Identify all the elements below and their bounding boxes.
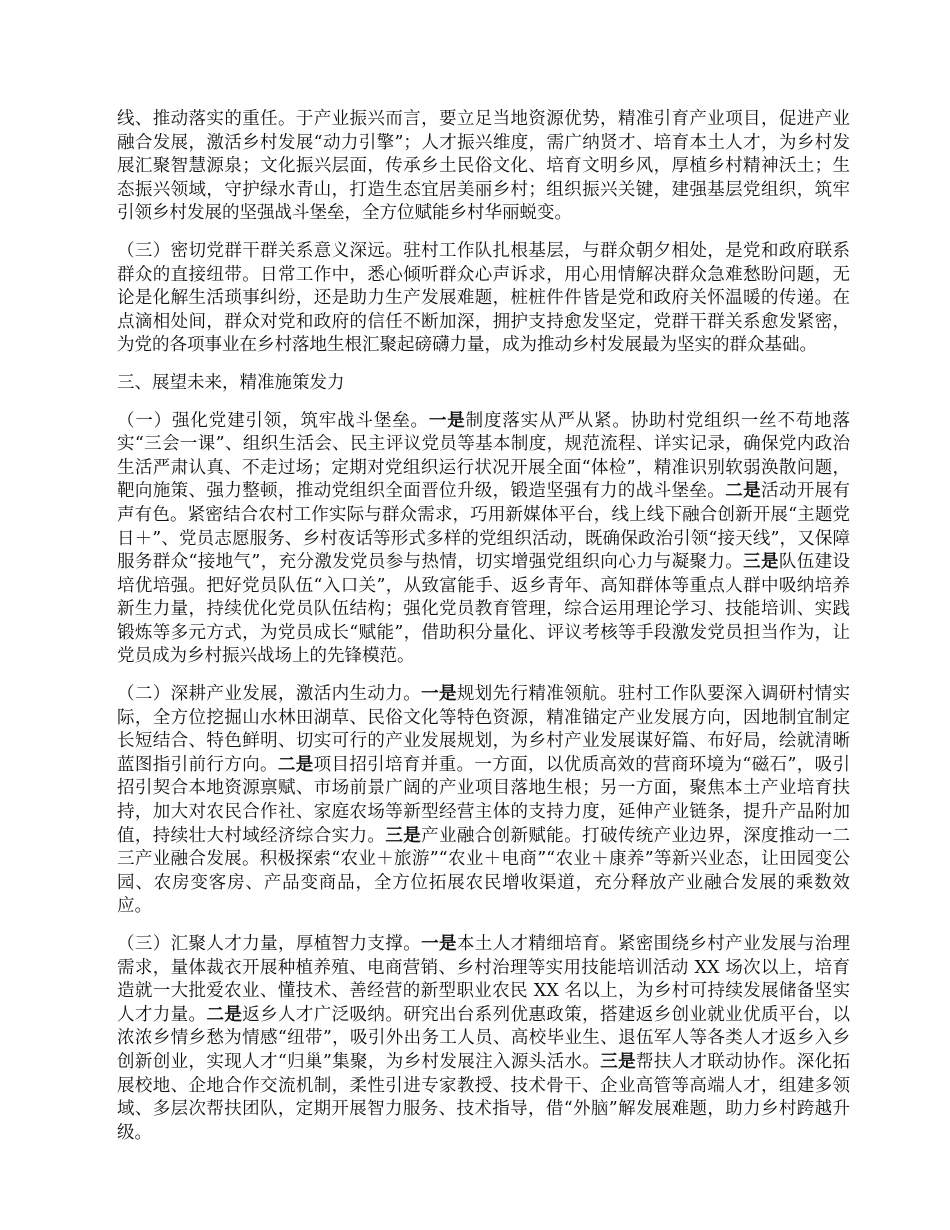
bold-lead-phrase: 一是	[421, 684, 457, 705]
text-run: 本土人才精细培育。紧密围绕乡村产业发展与治理需求，量体裁衣开展种植养殖、电商营销、乡村治理等实用技能培训活动 XX 场次以上，培育造就一大批爱农业、懂技术、善经营的新型职业农民 XX 名以上，为乡村可持续发展储备坚实人才力量。	[117, 934, 851, 1025]
bold-lead-phrase: 三是	[600, 1051, 636, 1072]
bold-lead-phrase: 二是	[277, 754, 314, 775]
text-run: 帮扶人才联动协作。深化拓展校地、企地合作交流机制，柔性引进专家教授、技术骨干、企业高管等高端人才，组建多领域、多层次帮扶团队，定期开展智力服务、技术指导，借“外脑”解发展难题，助力乡村跨越升级。	[117, 1051, 851, 1143]
bold-lead-phrase: 二是	[725, 481, 761, 502]
paragraph-rural-revitalization	[117, 108, 850, 226]
text-run: （三）密切党群干群关系意义深远。驻村工作队扎根基层，与群众朝夕相处，是党和政府联系群众的直接纽带。日常工作中，悉心倾听群众心声诉求，用心用情解决群众急难愁盼问题，无论是化解生活琐事纠纷，还是助力生产发展难题，桩桩件件皆是党和政府关怀温暖的传递。在点滴相处间，群众对党和政府的信任不断加深，拥护支持愈发坚定，党群干群关系愈发紧密，为党的各项事业在乡村落地生根汇聚起磅礴力量，成为推动乡村发展最为坚实的群众基础。	[117, 240, 850, 356]
bold-lead-phrase: 三是	[743, 552, 779, 573]
text-run: 队伍建设培优培强。把好党员队伍“入口关”，从致富能手、返乡青年、高知群体等重点人群中吸纳培养新生力量，持续优化党员队伍结构；强化党员教育管理，综合运用理论学习、技能培训、实践锻炼等多元方式，为党员成长“赋能”，借助积分量化、评议考核等手段激发党员担当作为，让党员成为乡村振兴战场上的先锋模范。	[117, 552, 851, 667]
document-page	[117, 108, 850, 1159]
section-heading-outlook	[117, 372, 850, 396]
text-run: 制度落实从严从紧。协助村党组织一丝不苟地落实“三会一课”、组织生活会、民主评议党员等基本制度，规范流程、详实记录，确保党内政治生活严肃认真、不走过场；定期对党组织运行状况开展全面“体检”，精准识别软弱涣散问题，靶向施策、强力整顿，推动党组织全面晋位升级，锻造坚强有力的战斗堡垒。	[117, 410, 851, 502]
text-run: 返乡人才广泛吸纳。研究出台系列优惠政策，搭建返乡创业就业优质平台，以浓浓乡情乡愁为情感“纽带”，吸引外出务工人员、高校毕业生、退伍军人等各类人才返乡入乡创新创业，实现人才“归巢”集聚，为乡村发展注入源头活水。	[117, 1004, 851, 1072]
text-run: 活动开展有声有色。紧密结合农村工作实际与群众需求，巧用新媒体平台，线上线下融合创新开展“主题党日＋”、党员志愿服务、乡村夜话等形式多样的党组织活动，既确保政治引领“接天线”，又保障服务群众“接地气”，充分激发党员参与热情，切实增强党组织向心力与凝聚力。	[117, 481, 851, 573]
text-run: 三、展望未来，精准施策发力	[117, 372, 345, 393]
paragraph-industry-development	[117, 683, 850, 919]
bold-lead-phrase: 一是	[428, 410, 466, 431]
bold-lead-phrase: 二是	[206, 1004, 243, 1025]
text-run: （三）汇聚人才力量，厚植智力支撑。	[117, 934, 422, 954]
bold-lead-phrase: 三是	[385, 825, 422, 846]
text-run: 规划先行精准领航。驻村工作队要深入调研村情实际，全方位挖掘山水林田湖草、民俗文化等特色资源，精准锚定产业发展方向，因地制宜制定长短结合、特色鲜明、切实可行的产业发展规划，为乡村产业发展谋好篇、布好局，绘就清晰蓝图指引前行方向。	[117, 684, 851, 775]
bold-lead-phrase: 一是	[421, 934, 457, 954]
paragraph-party-mass-relations	[117, 240, 850, 358]
text-run: 线、推动落实的重任。于产业振兴而言，要立足当地资源优势，精准引育产业项目，促进产业融合发展，激活乡村发展“动力引擎”；人才振兴维度，需广纳贤才、培育本土人才，为乡村发展汇聚智慧源泉；文化振兴层面，传承乡土民俗文化、培育文明乡风，厚植乡村精神沃土；生态振兴领域，守护绿水青山，打造生态宜居美丽乡村；组织振兴关键，建强基层党组织，筑牢引领乡村发展的坚强战斗堡垒，全方位赋能乡村华丽蜕变。	[117, 109, 850, 224]
paragraph-party-building	[117, 410, 850, 670]
text-run: （一）强化党建引领，筑牢战斗堡垒。	[117, 410, 429, 431]
paragraph-talent-support	[117, 933, 850, 1145]
text-run: 项目招引培育并重。一方面，以优质高效的营商环境为“磁石”，吸引招引契合本地资源禀赋、市场前景广阔的产业项目落地生根；另一方面，聚焦本土产业培育扶持，加大对农民合作社、家庭农场等新型经营主体的支持力度，延伸产业链条，提升产品附加值，持续壮大村域经济综合实力。	[117, 754, 851, 846]
text-run: （二）深耕产业发展，激活内生动力。	[117, 684, 422, 705]
text-run: 产业融合创新赋能。打破传统产业边界，深度推动一二三产业融合发展。积极探索“农业＋旅游”“农业＋电商”“农业＋康养”等新兴业态，让田园变公园、农房变客房、产品变商品，全方位拓展农民增收渠道，充分释放产业融合发展的乘数效应。	[117, 825, 851, 917]
